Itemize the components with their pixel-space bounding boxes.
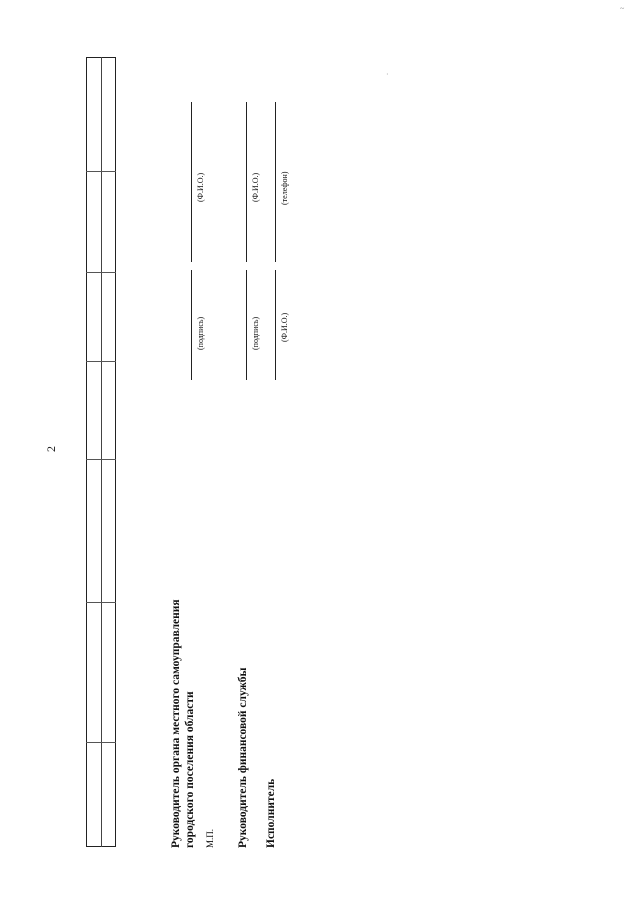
head-name-caption: (Ф.И.О.) xyxy=(196,172,205,202)
executor-phone-line xyxy=(275,102,276,262)
table-column-divider xyxy=(86,459,116,460)
finance-name-caption: (Ф.И.О.) xyxy=(251,172,260,202)
finance-name-line xyxy=(246,102,247,262)
finance-sign-caption: (подпись) xyxy=(251,316,260,350)
head-title-line2: городского поселения области xyxy=(184,691,196,848)
scan-dot: · xyxy=(386,70,389,79)
page-number: 2 xyxy=(44,446,58,452)
executor-title: Исполнитель xyxy=(265,778,277,848)
head-sign-caption: (подпись) xyxy=(196,316,205,350)
finance-title: Руководитель финансовой службы xyxy=(237,667,249,848)
head-title-line1: Руководитель органа местного самоуправления xyxy=(170,599,182,848)
finance-sign-line xyxy=(246,270,247,380)
head-name-line xyxy=(191,102,192,262)
mp-label: М.П. xyxy=(205,828,215,848)
executor-name-caption: (Ф.И.О.) xyxy=(280,312,289,342)
table-row-divider xyxy=(101,57,102,847)
table-column-divider xyxy=(86,742,116,743)
head-sign-line xyxy=(191,270,192,380)
executor-phone-caption: (телефон) xyxy=(280,171,289,205)
scan-mark-corner: ~ xyxy=(620,4,625,13)
table-column-divider xyxy=(86,361,116,362)
table-column-divider xyxy=(86,171,116,172)
table-column-divider xyxy=(86,602,116,603)
table-column-divider xyxy=(86,272,116,273)
executor-name-line xyxy=(275,270,276,380)
